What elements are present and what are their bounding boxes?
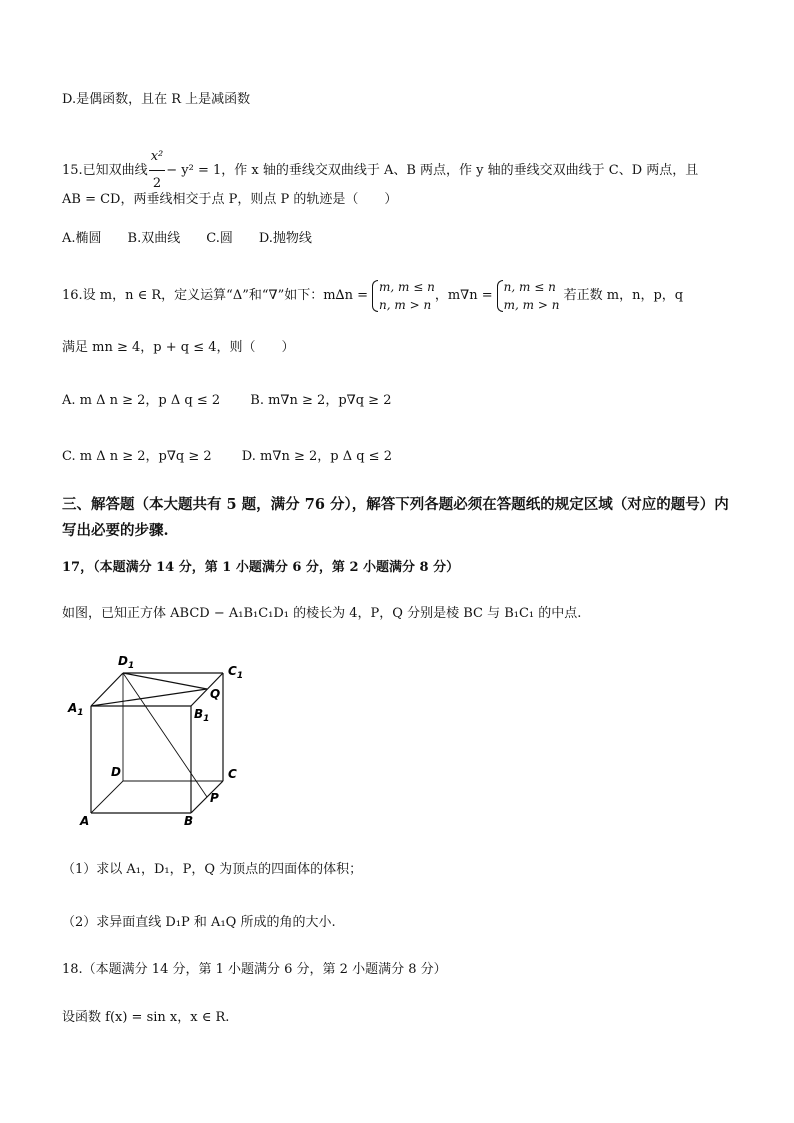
label-c1: $C_1$ xyxy=(228,664,244,681)
q16-stem-line2: 满足 mn ≥ 4，p + q ≤ 4，则（ ） xyxy=(62,340,295,355)
label-a: A xyxy=(80,814,90,828)
q16-options-ab: A. m Δ n ≥ 2，p Δ q ≤ 2 B. m∇n ≥ 2，p∇q ≥ 2 xyxy=(62,393,392,408)
q15-stem-line2: AB = CD，两垂线相交于点 P，则点 P 的轨迹是（ ） xyxy=(62,192,398,207)
edge-a1-d1 xyxy=(91,673,123,706)
section3-heading: 三、解答题（本大题共有 5 题，满分 76 分），解答下列各题必须在答题纸的规定区域（对应的题号）内写出必要的步骤. xyxy=(62,496,729,539)
label-b: B xyxy=(184,814,194,828)
q15-rest: − y² = 1，作 x 轴的垂线交双曲线于 A、B 两点，作 y 轴的垂线交双曲线于 C、D 两点，且 xyxy=(166,163,699,178)
q16-case1b: n, m > n xyxy=(379,297,432,312)
q16-stem-line1 xyxy=(62,276,734,316)
q14-option-d: D.是偶函数，且在 R 上是减函数 xyxy=(62,92,251,107)
q17-title: 17，（本题满分 14 分，第 1 小题满分 6 分，第 2 小题满分 8 分） xyxy=(62,560,460,575)
label-a1: $A_1$ xyxy=(68,701,84,718)
q17-sub1: （1）求以 A₁，D₁，P，Q 为顶点的四面体的体积； xyxy=(62,862,363,877)
q16-case1a: m, m ≤ n xyxy=(379,279,435,294)
label-q: Q xyxy=(210,687,221,701)
q17-stem: 如图，已知正方体 ABCD − A₁B₁C₁D₁ 的棱长为 4，P，Q 分别是棱 BC 与 B₁C₁ 的中点. xyxy=(62,606,582,621)
q17-sub2: （2）求异面直线 D₁P 和 A₁Q 所成的角的大小. xyxy=(62,915,336,930)
label-p: P xyxy=(210,791,219,805)
segment-a1-q xyxy=(91,689,207,706)
q16-tail: 若正数 m，n，p，q xyxy=(563,288,684,303)
q18-title: 18.（本题满分 14 分，第 1 小题满分 6 分，第 2 小题满分 8 分） xyxy=(62,962,447,977)
q16-case2b: m, m > n xyxy=(503,297,560,312)
q16-piecewise-2 xyxy=(495,278,560,314)
label-d1: $D_1$ xyxy=(118,654,135,671)
q15-options: A.椭圆 B.双曲线 C.圆 D.抛物线 xyxy=(62,231,312,246)
segment-d1-q xyxy=(123,673,207,689)
q16-intro: 16.设 m，n ∈ R，定义运算“Δ”和“∇”如下：m∆n = xyxy=(62,288,369,303)
q16-case2a: n, m ≤ n xyxy=(503,279,556,294)
q16-piecewise-1 xyxy=(370,278,435,314)
q15-intro: 15.已知双曲线 xyxy=(62,163,148,178)
label-d: D xyxy=(111,765,121,779)
q18-stem: 设函数 f(x) = sin x，x ∈ R. xyxy=(62,1010,230,1025)
cube-figure xyxy=(62,648,262,833)
edge-a-d xyxy=(91,781,123,813)
segment-d1-p xyxy=(123,673,210,797)
q16-mid: ，m∇n = xyxy=(434,288,493,303)
q16-options-cd: C. m Δ n ≥ 2，p∇q ≥ 2 D. m∇n ≥ 2，p Δ q ≤ 2 xyxy=(62,449,392,464)
label-b1: $B_1$ xyxy=(194,707,210,724)
q15-frac-denominator: 2 xyxy=(152,176,162,191)
label-c: C xyxy=(228,767,237,781)
q15-frac-numerator: x² xyxy=(149,144,166,171)
